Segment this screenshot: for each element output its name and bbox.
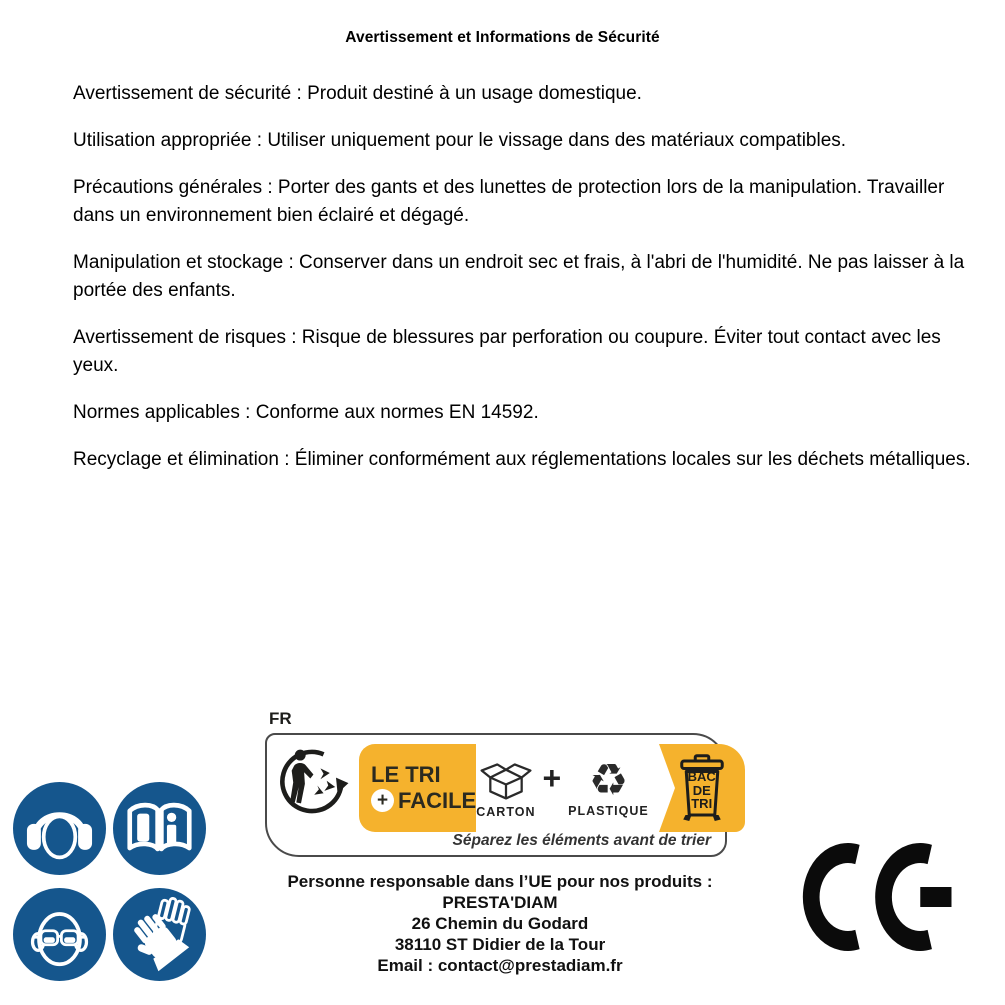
safety-paragraph: Normes applicables : Conforme aux normes EN 14592. xyxy=(73,402,539,423)
headline-line2: FACILE xyxy=(398,788,477,813)
infotri-band xyxy=(359,744,717,832)
headline-line1: LE TRI xyxy=(371,762,441,787)
material-plastique xyxy=(568,754,649,818)
sorting-bin-icon xyxy=(675,749,729,827)
safety-paragraphs xyxy=(73,80,976,493)
recycling-triangle-icon: ♻ xyxy=(588,754,629,806)
materials-separator: + xyxy=(542,759,562,796)
ce-marking-icon xyxy=(802,842,954,952)
safety-paragraph: Utilisation appropriée : Utiliser uniquement pour le vissage dans des matériaux compatibles. xyxy=(73,130,847,151)
safety-paragraph: Précautions générales : Porter des gants et des lunettes de protection lors de la manipulation. Travailler dans un environnement bien éclairé et dégagé. xyxy=(73,177,945,226)
responsible-intro: Personne responsable dans l’UE pour nos produits : xyxy=(287,872,713,891)
sorting-note: Séparez les éléments avant de trier xyxy=(452,832,711,849)
wear-ear-protection-icon xyxy=(13,782,106,875)
material-label: PLASTIQUE xyxy=(568,803,649,818)
materials-section xyxy=(476,744,658,832)
wear-eye-protection-icon xyxy=(13,888,106,981)
country-code-label: FR xyxy=(269,709,292,728)
email-line: Email : contact@prestadiam.fr xyxy=(377,956,623,975)
page-title: Avertissement et Informations de Sécurité xyxy=(345,29,660,46)
address-line: 38110 ST Didier de la Tour xyxy=(394,935,606,954)
responsible-block xyxy=(240,871,760,976)
safety-paragraph: Avertissement de risques : Risque de blessures par perforation ou coupure. Éviter tout contact avec les yeux. xyxy=(73,327,941,376)
company-name: PRESTA'DIAM xyxy=(442,893,558,912)
safety-paragraph: Manipulation et stockage : Conserver dans un endroit sec et frais, à l'abri de l'humidité. Ne pas laisser à la portée des enfants. xyxy=(73,252,965,301)
wear-gloves-icon xyxy=(113,888,206,981)
recycling-label xyxy=(265,733,727,857)
material-carton xyxy=(476,758,535,819)
address-line: 26 Chemin du Godard xyxy=(411,914,589,933)
tri-facile-headline xyxy=(359,744,476,832)
safety-paragraph: Avertissement de sécurité : Produit destiné à un usage domestique. xyxy=(73,83,642,104)
triman-icon xyxy=(280,745,350,827)
plus-icon: + xyxy=(371,789,394,812)
read-instructions-icon xyxy=(113,782,206,875)
safety-paragraph: Recyclage et élimination : Éliminer conformément aux réglementations locales sur les déchets métalliques. xyxy=(73,449,971,470)
pictogram-grid xyxy=(13,782,206,981)
material-label: CARTON xyxy=(476,804,536,819)
bin-label: BAC DE TRI xyxy=(687,769,716,811)
cardboard-box-icon xyxy=(479,758,533,804)
